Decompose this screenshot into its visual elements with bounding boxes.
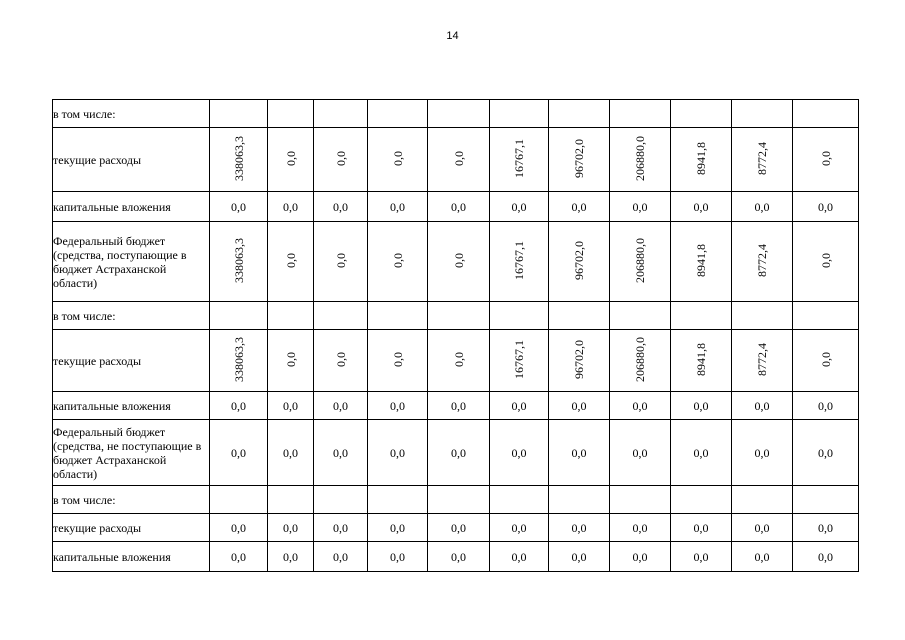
value-cell — [549, 222, 610, 302]
value-text: 0,0 — [818, 351, 833, 367]
value-text: 0,0 — [451, 150, 466, 166]
value-cell — [549, 486, 610, 514]
value-cell — [314, 302, 368, 330]
value-cell — [268, 302, 314, 330]
value-text: 96702,0 — [572, 240, 586, 280]
value-cell — [490, 128, 549, 192]
value-cell: 0,0 — [793, 420, 859, 486]
value-text: 0,0 — [818, 252, 833, 268]
value-text: 0,0 — [451, 351, 466, 367]
value-cell: 0,0 — [428, 514, 490, 542]
value-cell — [428, 100, 490, 128]
value-cell — [428, 222, 490, 302]
value-cell — [549, 100, 610, 128]
value-cell — [368, 330, 428, 392]
value-text: 0,0 — [390, 252, 405, 268]
value-cell — [732, 100, 793, 128]
value-cell: 0,0 — [490, 392, 549, 420]
value-cell — [210, 486, 268, 514]
value-cell: 0,0 — [671, 542, 732, 572]
value-text: 0,0 — [283, 150, 298, 166]
value-cell — [314, 100, 368, 128]
value-cell: 0,0 — [793, 392, 859, 420]
row-label: в том числе: — [53, 486, 210, 514]
value-cell — [268, 128, 314, 192]
value-cell: 0,0 — [314, 542, 368, 572]
value-text: 0,0 — [333, 252, 348, 268]
value-cell — [671, 486, 732, 514]
value-cell — [732, 330, 793, 392]
value-cell — [732, 128, 793, 192]
value-cell: 0,0 — [368, 514, 428, 542]
value-cell: 0,0 — [549, 542, 610, 572]
value-text: 206880,0 — [633, 237, 647, 283]
value-cell — [732, 486, 793, 514]
value-cell — [671, 330, 732, 392]
value-text: 0,0 — [283, 252, 298, 268]
value-cell: 0,0 — [490, 514, 549, 542]
value-cell — [793, 100, 859, 128]
value-cell — [314, 222, 368, 302]
row-label: текущие расходы — [53, 330, 210, 392]
row-label: в том числе: — [53, 302, 210, 330]
value-cell: 0,0 — [549, 192, 610, 222]
value-cell: 0,0 — [428, 542, 490, 572]
table-body — [53, 100, 859, 572]
value-cell — [268, 222, 314, 302]
value-cell: 0,0 — [732, 542, 793, 572]
value-cell: 0,0 — [490, 192, 549, 222]
value-cell: 0,0 — [610, 542, 671, 572]
value-text: 0,0 — [283, 351, 298, 367]
value-cell: 0,0 — [268, 192, 314, 222]
table-row — [53, 420, 859, 486]
row-label: капитальные вложения — [53, 542, 210, 572]
page-number: 14 — [446, 30, 459, 42]
row-label: текущие расходы — [53, 128, 210, 192]
value-cell: 0,0 — [671, 392, 732, 420]
value-cell — [610, 486, 671, 514]
value-cell — [732, 222, 793, 302]
value-text: 96702,0 — [572, 138, 586, 178]
value-cell: 0,0 — [732, 192, 793, 222]
value-cell: 0,0 — [314, 420, 368, 486]
value-cell — [314, 486, 368, 514]
value-cell: 0,0 — [490, 542, 549, 572]
row-label: текущие расходы — [53, 514, 210, 542]
value-cell: 0,0 — [732, 514, 793, 542]
value-cell: 0,0 — [268, 514, 314, 542]
value-cell — [210, 100, 268, 128]
value-cell — [610, 100, 671, 128]
table-row — [53, 100, 859, 128]
value-cell: 0,0 — [210, 514, 268, 542]
value-cell: 0,0 — [368, 542, 428, 572]
value-cell: 0,0 — [368, 192, 428, 222]
table-row — [53, 392, 859, 420]
value-cell — [793, 128, 859, 192]
value-cell: 0,0 — [210, 420, 268, 486]
value-cell — [793, 302, 859, 330]
value-text: 338063,3 — [231, 135, 246, 181]
value-cell — [793, 486, 859, 514]
value-cell: 0,0 — [671, 420, 732, 486]
budget-table — [52, 99, 859, 572]
value-cell — [368, 100, 428, 128]
value-text: 0,0 — [390, 150, 405, 166]
value-cell — [368, 302, 428, 330]
value-cell: 0,0 — [671, 192, 732, 222]
value-text: 8772,4 — [755, 342, 769, 376]
value-cell: 0,0 — [368, 420, 428, 486]
value-cell — [549, 330, 610, 392]
value-text: 96702,0 — [572, 339, 586, 379]
value-cell — [314, 330, 368, 392]
value-cell: 0,0 — [428, 192, 490, 222]
value-cell — [210, 128, 268, 192]
value-cell: 0,0 — [268, 542, 314, 572]
value-cell: 0,0 — [268, 420, 314, 486]
value-cell — [268, 486, 314, 514]
value-text: 0,0 — [333, 351, 348, 367]
value-cell: 0,0 — [314, 514, 368, 542]
value-cell — [368, 222, 428, 302]
value-cell: 0,0 — [210, 192, 268, 222]
value-cell: 0,0 — [314, 392, 368, 420]
value-cell — [428, 330, 490, 392]
value-cell: 0,0 — [793, 542, 859, 572]
table-row — [53, 192, 859, 222]
value-cell — [671, 100, 732, 128]
value-text: 16767,1 — [512, 339, 526, 379]
value-text: 338063,3 — [231, 336, 246, 382]
row-label: капитальные вложения — [53, 392, 210, 420]
value-cell — [490, 302, 549, 330]
value-cell: 0,0 — [549, 420, 610, 486]
value-cell: 0,0 — [793, 192, 859, 222]
value-cell: 0,0 — [732, 420, 793, 486]
value-cell: 0,0 — [268, 392, 314, 420]
value-cell: 0,0 — [210, 542, 268, 572]
value-cell: 0,0 — [610, 192, 671, 222]
value-cell — [549, 128, 610, 192]
value-cell — [732, 302, 793, 330]
table-row — [53, 128, 859, 192]
value-text: 0,0 — [818, 150, 833, 166]
value-cell: 0,0 — [793, 514, 859, 542]
value-cell — [210, 302, 268, 330]
value-cell — [428, 128, 490, 192]
table-row — [53, 222, 859, 302]
value-cell: 0,0 — [490, 420, 549, 486]
value-text: 0,0 — [390, 351, 405, 367]
table-row — [53, 542, 859, 572]
value-cell — [490, 100, 549, 128]
value-text: 16767,1 — [512, 138, 526, 178]
row-label: капитальные вложения — [53, 192, 210, 222]
value-cell: 0,0 — [428, 420, 490, 486]
row-label: Федеральный бюджет (средства, поступающие в бюджет Астраханской области) — [53, 222, 210, 302]
value-cell — [610, 330, 671, 392]
value-cell — [368, 486, 428, 514]
value-cell — [210, 330, 268, 392]
value-cell — [210, 222, 268, 302]
row-label: Федеральный бюджет (средства, не поступающие в бюджет Астраханской области) — [53, 420, 210, 486]
value-text: 338063,3 — [231, 237, 246, 283]
value-cell — [793, 330, 859, 392]
value-cell: 0,0 — [368, 392, 428, 420]
value-cell — [268, 100, 314, 128]
value-cell — [490, 222, 549, 302]
value-text: 8772,4 — [755, 243, 769, 277]
value-text: 0,0 — [333, 150, 348, 166]
value-cell — [368, 128, 428, 192]
value-text: 8772,4 — [755, 141, 769, 175]
value-cell — [793, 222, 859, 302]
value-text: 8941,8 — [694, 243, 708, 277]
value-cell: 0,0 — [732, 392, 793, 420]
value-cell — [268, 330, 314, 392]
value-cell: 0,0 — [610, 392, 671, 420]
row-label: в том числе: — [53, 100, 210, 128]
value-cell — [671, 128, 732, 192]
value-cell: 0,0 — [610, 420, 671, 486]
table-row — [53, 302, 859, 330]
value-cell — [610, 222, 671, 302]
value-text: 206880,0 — [633, 135, 647, 181]
value-text: 8941,8 — [694, 141, 708, 175]
value-text: 8941,8 — [694, 342, 708, 376]
value-cell: 0,0 — [210, 392, 268, 420]
value-cell — [610, 302, 671, 330]
value-cell: 0,0 — [549, 392, 610, 420]
value-cell: 0,0 — [428, 392, 490, 420]
value-cell: 0,0 — [671, 514, 732, 542]
value-cell — [314, 128, 368, 192]
value-cell — [671, 222, 732, 302]
value-cell — [490, 330, 549, 392]
value-cell — [671, 302, 732, 330]
value-cell: 0,0 — [549, 514, 610, 542]
value-cell — [610, 128, 671, 192]
value-cell: 0,0 — [314, 192, 368, 222]
table-row — [53, 486, 859, 514]
value-cell — [549, 302, 610, 330]
table-row — [53, 330, 859, 392]
value-cell — [428, 486, 490, 514]
value-cell: 0,0 — [610, 514, 671, 542]
value-text: 0,0 — [451, 252, 466, 268]
value-cell — [490, 486, 549, 514]
value-cell — [428, 302, 490, 330]
value-text: 206880,0 — [633, 336, 647, 382]
table-row — [53, 514, 859, 542]
value-text: 16767,1 — [512, 240, 526, 280]
